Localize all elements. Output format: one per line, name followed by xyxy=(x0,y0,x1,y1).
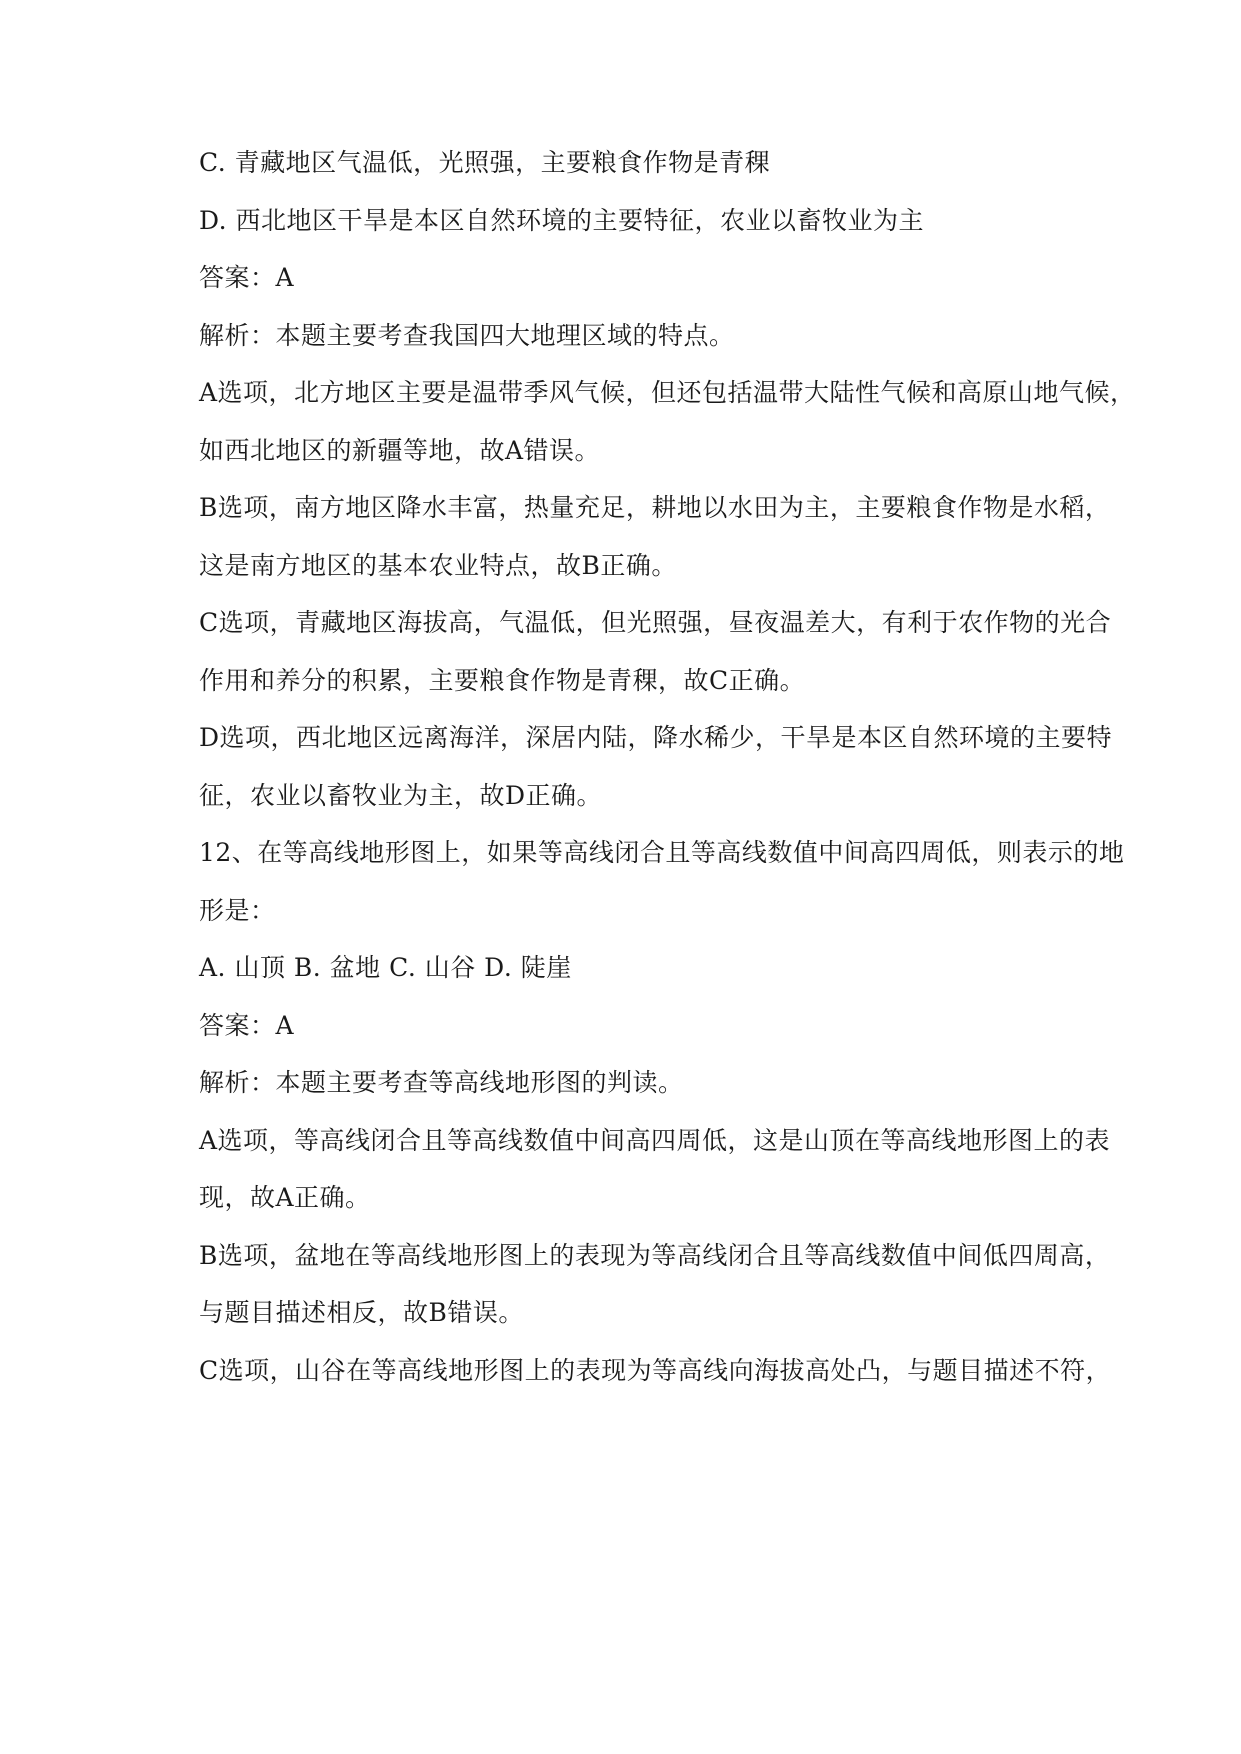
analysis-line: 如西北地区的新疆等地，故A错误。 xyxy=(199,436,601,465)
analysis-line: B选项，盆地在等高线地形图上的表现为等高线闭合且等高线数值中间低四周高， xyxy=(199,1241,1111,1270)
option-c-line: C. 青藏地区气温低，光照强，主要粮食作物是青稞 xyxy=(199,148,771,177)
analysis-line: C选项，山谷在等高线地形图上的表现为等高线向海拔高处凸，与题目描述不符， xyxy=(199,1356,1112,1385)
question-12-line: 形是： xyxy=(199,896,276,925)
answer-line: 答案：A xyxy=(199,263,295,292)
analysis-line: D选项，西北地区远离海洋，深居内陆，降水稀少，干旱是本区自然环境的主要特 xyxy=(199,723,1113,752)
analysis-heading: 解析：本题主要考查我国四大地理区域的特点。 xyxy=(199,321,735,350)
analysis-line: C选项，青藏地区海拔高，气温低，但光照强，昼夜温差大，有利于农作物的光合 xyxy=(199,608,1112,637)
analysis-line: B选项，南方地区降水丰富，热量充足，耕地以水田为主，主要粮食作物是水稻， xyxy=(199,493,1111,522)
analysis-line: A选项，等高线闭合且等高线数值中间高四周低，这是山顶在等高线地形图上的表 xyxy=(199,1126,1111,1155)
analysis-line: 作用和养分的积累，主要粮食作物是青稞，故C正确。 xyxy=(199,666,806,695)
question-12-line: 12、在等高线地形图上，如果等高线闭合且等高线数值中间高四周低，则表示的地 xyxy=(199,838,1125,867)
option-d-line: D. 西北地区干旱是本区自然环境的主要特征，农业以畜牧业为主 xyxy=(199,206,925,235)
answer-line: 答案：A xyxy=(199,1011,295,1040)
analysis-line: 这是南方地区的基本农业特点，故B正确。 xyxy=(199,551,677,580)
analysis-line: 与题目描述相反，故B错误。 xyxy=(199,1298,524,1327)
analysis-line: 现，故A正确。 xyxy=(199,1183,371,1212)
question-12-options: A. 山顶 B. 盆地 C. 山谷 D. 陡崖 xyxy=(199,953,572,982)
analysis-line: 征，农业以畜牧业为主，故D正确。 xyxy=(199,781,603,810)
analysis-line: A选项，北方地区主要是温带季风气候，但还包括温带大陆性气候和高原山地气候， xyxy=(199,378,1136,407)
analysis-heading: 解析：本题主要考查等高线地形图的判读。 xyxy=(199,1068,684,1097)
